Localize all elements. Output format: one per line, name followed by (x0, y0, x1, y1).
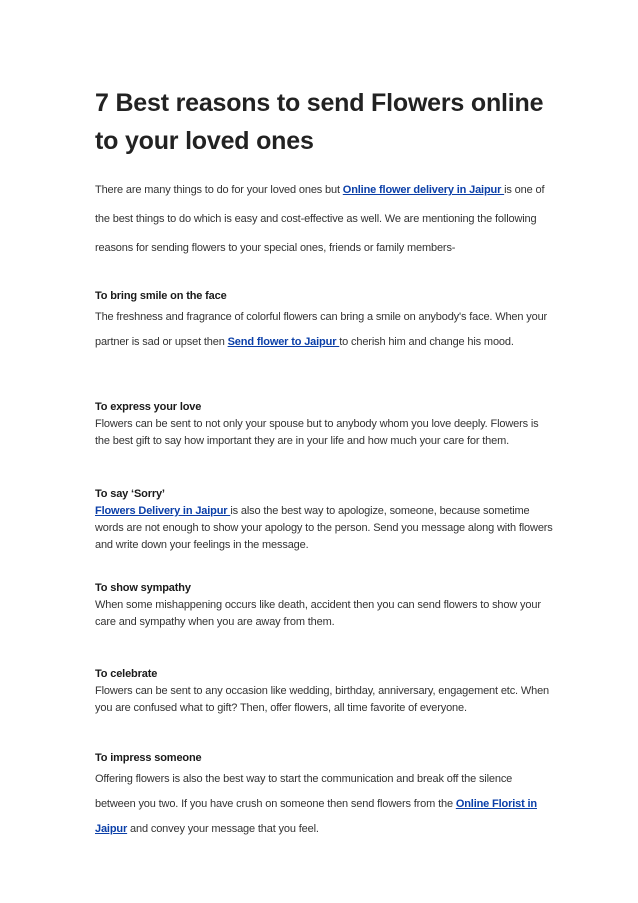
section-heading: To say ‘Sorry’ (95, 488, 165, 500)
section-text-after: and convey your message that you feel. (127, 823, 319, 835)
section-text-before: The freshness and fragrance of colorful flowers can bring a smile on anybody's face. When your partner is sad or upset then (95, 311, 548, 348)
section-text-after: is also the best way to apologize, someone, because sometime words are not enough to show your apology to the person. Send you message along with flowers and write down your feelings in the message. (95, 505, 553, 551)
page-title: 7 Best reasons to send Flowers online to your loved ones (95, 89, 544, 155)
send-flower-link[interactable]: Send flower to Jaipur (227, 336, 340, 348)
section-sorry (95, 486, 555, 554)
section-body (95, 305, 555, 355)
section-celebrate (95, 666, 555, 717)
section-sympathy (95, 580, 555, 631)
online-flower-delivery-link[interactable]: Online flower delivery in Jaipur (342, 184, 505, 196)
section-heading: To impress someone (95, 752, 202, 764)
intro-text-after: is one of the best things to do which is easy and cost-effective as well. We are mentioning the following reasons for sending flowers to your special ones, friends or family members- (95, 184, 545, 254)
section-love (95, 399, 555, 450)
online-florist-link[interactable]: Online Florist in Jaipur (95, 798, 538, 835)
section-text-after: to cherish him and change his mood. (339, 336, 514, 348)
section-body: Flowers can be sent to not only your spouse but to anybody whom you love deeply. Flowers is the best gift to say how important they are in your life and how much your care for them. (95, 418, 539, 447)
section-body (95, 503, 555, 554)
section-heading: To bring smile on the face (95, 290, 227, 302)
intro-paragraph (95, 176, 555, 263)
section-impress (95, 750, 555, 842)
section-smile (95, 288, 555, 355)
section-text-before: Offering flowers is also the best way to start the communication and break off the silence between you two. If you have crush on someone then send flowers from the (95, 773, 513, 810)
section-body: When some mishappening occurs like death, accident then you can send flowers to show your care and sympathy when you are away from them. (95, 599, 541, 628)
section-heading: To show sympathy (95, 582, 191, 594)
section-body (95, 767, 555, 842)
section-heading: To express your love (95, 401, 202, 413)
section-body: Flowers can be sent to any occasion like wedding, birthday, anniversary, engagement etc. When you are confused what to gift? Then, offer flowers, all time favorite of everyone. (95, 685, 550, 714)
flowers-delivery-link[interactable]: Flowers Delivery in Jaipur (95, 505, 231, 517)
intro-text-before: There are many things to do for your loved ones but (95, 184, 343, 196)
section-heading: To celebrate (95, 668, 158, 680)
